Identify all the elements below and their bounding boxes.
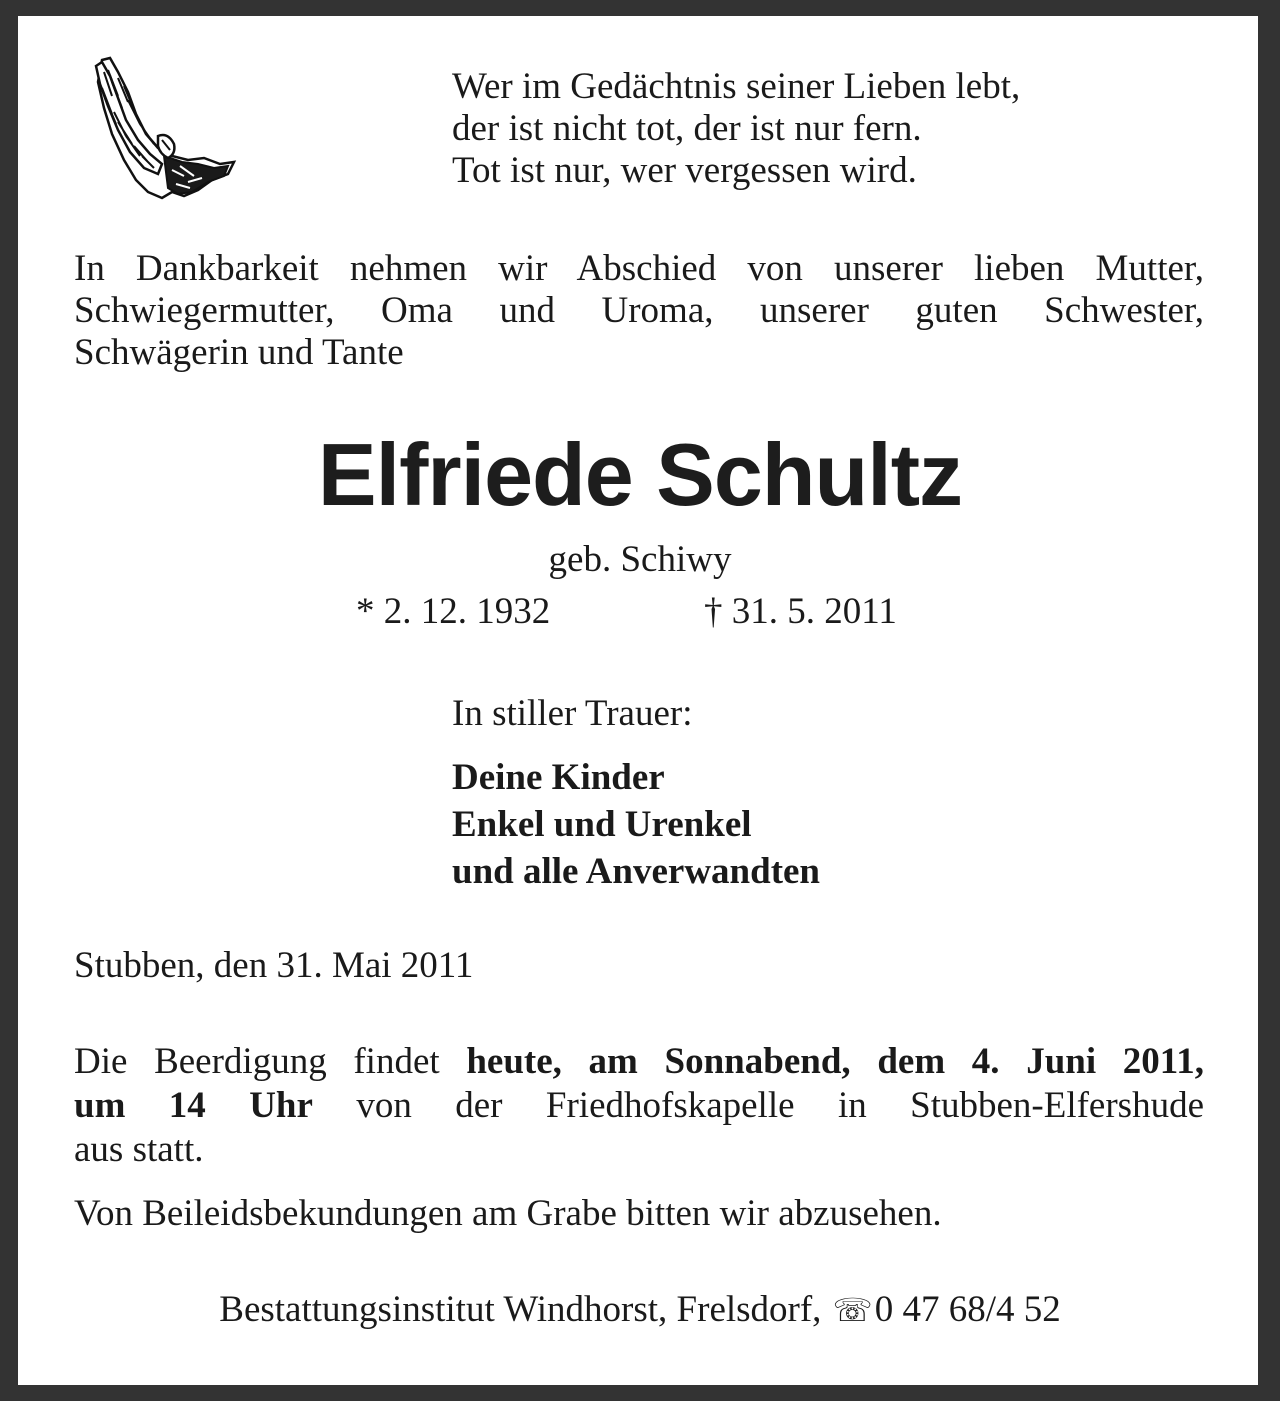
funeral-notice (74, 1040, 1204, 1172)
farewell-line: Schwiegermutter, Oma und Uroma, unserer guten Schwester, (74, 290, 1204, 331)
mourner-entry: Deine Kinder (452, 757, 665, 798)
telephone-icon: ☏ (832, 1291, 873, 1329)
maiden-name: geb. Schiwy (548, 539, 732, 580)
undertaker-name: Bestattungsinstitut Windhorst, Frelsdorf, (219, 1289, 822, 1330)
farewell-line: Schwägerin und Tante (74, 332, 404, 373)
funeral-date: heute, am Sonnabend, dem 4. Juni 2011, (466, 1041, 1205, 1082)
memorial-poem (452, 66, 1020, 192)
mourner-entry: Enkel und Urenkel (452, 804, 752, 845)
poem-line: Wer im Gedächtnis seiner Lieben lebt, (452, 66, 1021, 107)
mourner-entry: und alle Anverwandten (452, 851, 821, 892)
praying-hands-icon (88, 52, 238, 202)
poem-line: Tot ist nur, wer vergessen wird. (452, 150, 917, 191)
farewell-line: In Dankbarkeit nehmen wir Abschied von unserer lieben Mutter, (74, 248, 1204, 289)
funeral-line (74, 1040, 1204, 1084)
poem-line: der ist nicht tot, der ist nur fern. (452, 108, 922, 149)
birth-date: * 2. 12. 1932 (356, 591, 551, 632)
condolence-note: Von Beileidsbekundungen am Grabe bitten wir abzusehen. (74, 1193, 942, 1234)
undertaker-info (0, 1288, 1280, 1332)
death-date: † 31. 5. 2011 (704, 591, 897, 632)
funeral-line (74, 1084, 1204, 1128)
undertaker-phone: 0 47 68/4 52 (874, 1289, 1061, 1330)
funeral-text: Die Beerdigung findet (74, 1041, 467, 1082)
farewell-text (74, 248, 1204, 374)
mourners-list (452, 754, 820, 895)
funeral-location: von der Friedhofskapelle in Stubben-Elfershude (312, 1085, 1204, 1126)
deceased-name: Elfriede Schultz (317, 425, 963, 524)
funeral-line: aus statt. (74, 1129, 204, 1170)
mourning-heading: In stiller Trauer: (452, 693, 693, 734)
funeral-time: um 14 Uhr (74, 1085, 313, 1126)
place-date: Stubben, den 31. Mai 2011 (74, 945, 474, 986)
